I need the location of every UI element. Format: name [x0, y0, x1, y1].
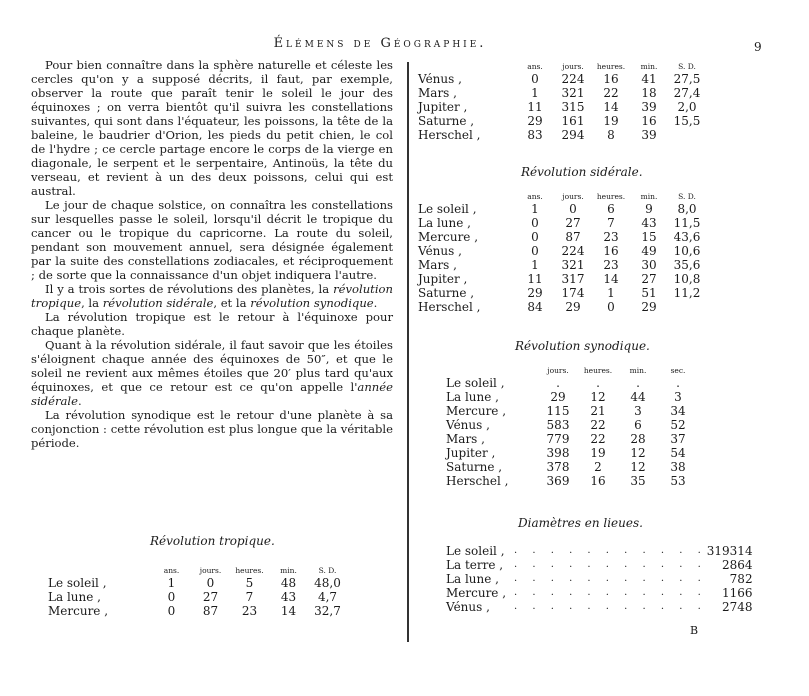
cell: 12	[590, 390, 606, 404]
cell: 7	[245, 590, 254, 604]
cell: 10,8	[673, 272, 701, 286]
column-header: heures.	[235, 566, 264, 575]
cell: 3	[634, 404, 642, 418]
cell: 782	[729, 572, 753, 586]
table-row	[446, 390, 698, 404]
cell: 0	[206, 576, 215, 590]
cell: 39	[641, 128, 657, 142]
row-label: Le soleil ,	[446, 376, 505, 390]
row-label: Le soleil ,	[446, 544, 505, 558]
table-row	[446, 460, 698, 474]
cell: 583	[546, 418, 570, 432]
paragraph: Le jour de chaque solstice, on connaîtra les constellations sur lesquelles passe le soleil, lorsqu'il décrit le tropique du cancer ou le tropique du capricorne. La route du soleil, pendant son mouvement annuel, sera désignée également par la suite des constellations zodiacales, et réciproquement ; de sorte que la connaissance d'un objet indiquera l'autre.	[31, 198, 393, 282]
cell: 1	[531, 258, 539, 272]
cell: 10,6	[673, 244, 701, 258]
row-label: La terre ,	[446, 558, 504, 572]
section-title-diametres: Diamètres en lieues.	[518, 516, 643, 530]
cell: 87	[202, 604, 219, 618]
column-header: ans.	[163, 566, 180, 575]
italic-term: année sidérale	[31, 380, 393, 408]
table-row	[48, 604, 347, 618]
cell: 2864	[722, 558, 753, 572]
cell: 224	[561, 72, 585, 86]
row-label: Vénus ,	[446, 418, 490, 432]
column-header: ans.	[527, 62, 543, 71]
text-run: .	[373, 296, 378, 310]
table-row	[418, 300, 706, 314]
cell: 14	[603, 100, 619, 114]
table-diametres	[446, 544, 753, 614]
cell: 87	[565, 230, 581, 244]
cell: 53	[670, 474, 686, 488]
cell: 3	[674, 390, 682, 404]
column-header: sec.	[670, 366, 686, 375]
cell: 5	[245, 576, 254, 590]
row-label: Mercure ,	[446, 586, 507, 600]
table-header-spacer	[418, 62, 516, 72]
column-divider	[407, 62, 409, 642]
text-run: .	[77, 394, 82, 408]
column-header: ans.	[527, 192, 543, 201]
row-label: La lune ,	[48, 590, 101, 604]
column-header: S. D.	[678, 192, 696, 201]
table-header-spacer	[48, 566, 152, 576]
cell: 378	[546, 460, 570, 474]
table-header-spacer	[418, 192, 516, 202]
cell: 224	[561, 244, 585, 258]
section-title-revolution-siderale: Révolution sidérale.	[521, 165, 643, 179]
dot-leader: . . . . . . . . . . .	[514, 601, 707, 612]
row-label: Jupiter ,	[418, 272, 468, 286]
cell: 52	[670, 418, 686, 432]
cell: 84	[527, 300, 543, 314]
table-row	[446, 432, 698, 446]
text-run: , la	[81, 296, 103, 310]
cell: 22	[590, 432, 606, 446]
cell: 43,6	[673, 230, 701, 244]
cell: 16	[603, 72, 619, 86]
cell: 27	[202, 590, 219, 604]
cell: 8	[607, 128, 615, 142]
table-revolution-tropique	[48, 566, 347, 618]
cell: 29	[565, 300, 581, 314]
row-label: La lune ,	[418, 216, 471, 230]
cell: 115	[546, 404, 570, 418]
row-label: Saturne ,	[446, 460, 503, 474]
cell: 34	[670, 404, 686, 418]
cell: 398	[546, 446, 570, 460]
paragraph: La révolution tropique est le retour à l'équinoxe pour chaque planète.	[31, 310, 393, 338]
row-label: Mercure ,	[48, 604, 109, 618]
cell: 0	[531, 230, 539, 244]
cell: 16	[603, 244, 619, 258]
table-row	[446, 376, 698, 390]
row-label: La lune ,	[446, 572, 499, 586]
cell: .	[556, 376, 560, 390]
paragraph: La révolution synodique est le retour d'une planète à sa conjonction : cette révolution est plus longue que la véritable période.	[31, 408, 393, 450]
cell: 37	[670, 432, 686, 446]
column-header: min.	[640, 192, 658, 201]
row-label: Vénus ,	[418, 244, 462, 258]
cell: 48	[280, 576, 297, 590]
cell: 21	[590, 404, 606, 418]
cell: 0	[167, 604, 176, 618]
cell: 14	[280, 604, 297, 618]
left-column-text	[31, 58, 393, 450]
table-row	[48, 576, 347, 590]
column-header: jours.	[199, 566, 222, 575]
cell: 321	[561, 86, 585, 100]
table-row	[446, 558, 753, 572]
cell: 317	[561, 272, 585, 286]
cell: 14	[603, 272, 619, 286]
row-label: Le soleil ,	[418, 202, 477, 216]
column-header: jours.	[547, 366, 569, 375]
table-revolution-siderale	[418, 192, 706, 314]
table-row	[446, 600, 753, 614]
cell: 19	[590, 446, 606, 460]
column-header: min.	[280, 566, 297, 575]
cell: 369	[546, 474, 570, 488]
cell: 16	[641, 114, 657, 128]
cell: 35,6	[673, 258, 701, 272]
cell: 27	[565, 216, 581, 230]
cell: 11	[527, 272, 543, 286]
cell: 49	[641, 244, 657, 258]
cell: 22	[590, 418, 606, 432]
row-label: Mercure ,	[446, 404, 507, 418]
row-label: Le soleil ,	[48, 576, 107, 590]
cell: 18	[641, 86, 657, 100]
row-label: Saturne ,	[418, 114, 475, 128]
table-row	[446, 418, 698, 432]
cell: 19	[603, 114, 619, 128]
table-header-spacer	[446, 366, 538, 376]
column-header: jours.	[562, 192, 584, 201]
page-number: 9	[754, 40, 762, 54]
cell: 39	[641, 100, 657, 114]
row-label: Mars ,	[446, 432, 485, 446]
dot-leader: . . . . . . . . . . .	[514, 545, 707, 556]
cell: 22	[603, 86, 619, 100]
cell: 161	[561, 114, 585, 128]
row-label: Mars ,	[418, 86, 457, 100]
cell: 23	[603, 230, 619, 244]
row-label: Herschel ,	[418, 300, 481, 314]
table-revolution-synodique	[446, 366, 698, 488]
cell: 6	[634, 418, 642, 432]
cell: 28	[630, 432, 646, 446]
cell: 54	[670, 446, 686, 460]
cell: 1	[607, 286, 615, 300]
cell: .	[636, 376, 640, 390]
cell: 29	[641, 300, 657, 314]
cell: 38	[670, 460, 686, 474]
row-label: La lune ,	[446, 390, 499, 404]
cell: 1166	[722, 586, 753, 600]
cell: 7	[607, 216, 615, 230]
cell: 1	[531, 202, 539, 216]
dot-leader: . . . . . . . . . . .	[514, 587, 707, 598]
signature-mark: B	[690, 624, 699, 637]
page-title: Élémens de Géographie.	[273, 36, 487, 51]
cell: 11,5	[673, 216, 701, 230]
cell: 51	[641, 286, 657, 300]
cell: 11	[527, 100, 543, 114]
row-label: Mercure ,	[418, 230, 479, 244]
cell: 8,0	[677, 202, 697, 216]
cell: 9	[645, 202, 653, 216]
cell: 1	[167, 576, 176, 590]
table-row	[418, 244, 706, 258]
table-revolution-tropique-continued	[418, 62, 706, 142]
table-row	[446, 446, 698, 460]
table-row	[418, 216, 706, 230]
text-run: Quant à la révolution sidérale, il faut savoir que les étoiles s'éloignent chaque année des équinoxes de 50″, et que le soleil ne revient aux mêmes étoiles que 20′ plus tard qu'aux équinoxes, et que ce retour est ce qu'on appelle l'	[31, 338, 393, 394]
table-row	[446, 474, 698, 488]
column-header: jours.	[562, 62, 584, 71]
cell: 6	[607, 202, 615, 216]
cell: 12	[630, 446, 646, 460]
section-title-revolution-synodique: Révolution synodique.	[515, 339, 650, 353]
text-run: Il y a trois sortes de révolutions des planètes, la	[45, 282, 334, 296]
cell: 83	[527, 128, 543, 142]
column-header: heures.	[583, 366, 613, 375]
cell: 23	[603, 258, 619, 272]
cell: 2748	[722, 600, 753, 614]
cell: 27,5	[673, 72, 701, 86]
italic-term: révolution synodique	[250, 296, 374, 310]
cell: 0	[167, 590, 176, 604]
row-label: Saturne ,	[418, 286, 475, 300]
cell: 12	[630, 460, 646, 474]
table-row	[418, 258, 706, 272]
cell: 0	[531, 72, 539, 86]
text-run: , et la	[213, 296, 251, 310]
cell: 41	[641, 72, 657, 86]
cell: 174	[561, 286, 585, 300]
cell: 27	[641, 272, 657, 286]
cell: 30	[641, 258, 657, 272]
cell: 29	[550, 390, 566, 404]
cell: 27,4	[673, 86, 701, 100]
cell: 0	[569, 202, 577, 216]
cell: .	[596, 376, 600, 390]
italic-term: révolution tropique	[31, 282, 393, 310]
column-header: min.	[629, 366, 647, 375]
row-label: Herschel ,	[418, 128, 481, 142]
cell: 29	[527, 114, 543, 128]
cell: 2,0	[677, 100, 697, 114]
cell: 0	[531, 244, 539, 258]
row-label: Jupiter ,	[446, 446, 496, 460]
cell: 321	[561, 258, 585, 272]
row-label: Mars ,	[418, 258, 457, 272]
italic-term: révolution sidérale	[102, 296, 214, 310]
row-label: Herschel ,	[446, 474, 509, 488]
row-label: Vénus ,	[446, 600, 490, 614]
cell: 16	[590, 474, 606, 488]
cell: 11,2	[673, 286, 701, 300]
dot-leader: . . . . . . . . . . .	[514, 573, 707, 584]
paragraph: Pour bien connaître dans la sphère naturelle et céleste les cercles qu'on y a supposé décrits, il faut, par exemple, observer la route que paraît tenir le soleil le jour des équinoxes ; on verra bientôt qu'il suivra les constellations suivantes, qui sont dans l'équateur, les poissons, la tête de la baleine, le baudrier d'Orion, les pieds du petit chien, le col de l'hydre ; ce cercle partage encore le corps de la vierge en diagonale, le serpent et le serpentaire, Antinoüs, la tête du verseau, et revient à un des deux poissons, celui qui est austral.	[31, 58, 393, 198]
cell: 1	[531, 86, 539, 100]
table-row	[418, 286, 706, 300]
table-row	[418, 72, 706, 86]
cell: 43	[641, 216, 657, 230]
table-row	[446, 572, 753, 586]
table-row	[446, 586, 753, 600]
table-row	[48, 590, 347, 604]
paragraph	[31, 338, 393, 408]
cell: 294	[561, 128, 585, 142]
cell: 29	[527, 286, 543, 300]
cell: 23	[241, 604, 258, 618]
cell	[668, 300, 706, 314]
row-label: Jupiter ,	[418, 100, 468, 114]
dot-leader: . . . . . . . . . . .	[514, 559, 707, 570]
cell: 15	[641, 230, 657, 244]
cell: 315	[561, 100, 585, 114]
column-header: min.	[640, 62, 658, 71]
paragraph	[31, 282, 393, 310]
column-header: heures.	[596, 192, 626, 201]
table-row	[418, 230, 706, 244]
cell: 2	[594, 460, 602, 474]
cell	[668, 128, 706, 142]
table-row	[418, 202, 706, 216]
column-header: S. D.	[318, 566, 337, 575]
table-row	[446, 544, 753, 558]
cell: 4,7	[317, 590, 338, 604]
row-label: Vénus ,	[418, 72, 462, 86]
cell: 319314	[706, 544, 753, 558]
cell: 15,5	[673, 114, 701, 128]
table-row	[418, 128, 706, 142]
column-header: heures.	[596, 62, 626, 71]
cell: 43	[280, 590, 297, 604]
table-row	[418, 100, 706, 114]
cell: 0	[607, 300, 615, 314]
cell: 32,7	[314, 604, 341, 618]
table-row	[418, 86, 706, 100]
cell: 779	[546, 432, 570, 446]
table-row	[418, 114, 706, 128]
cell: 0	[531, 216, 539, 230]
column-header: S. D.	[678, 62, 696, 71]
cell: 35	[630, 474, 646, 488]
table-row	[418, 272, 706, 286]
cell: 44	[630, 390, 646, 404]
cell: .	[676, 376, 680, 390]
section-title-revolution-tropique: Révolution tropique.	[150, 534, 275, 548]
table-row	[446, 404, 698, 418]
cell: 48,0	[314, 576, 341, 590]
